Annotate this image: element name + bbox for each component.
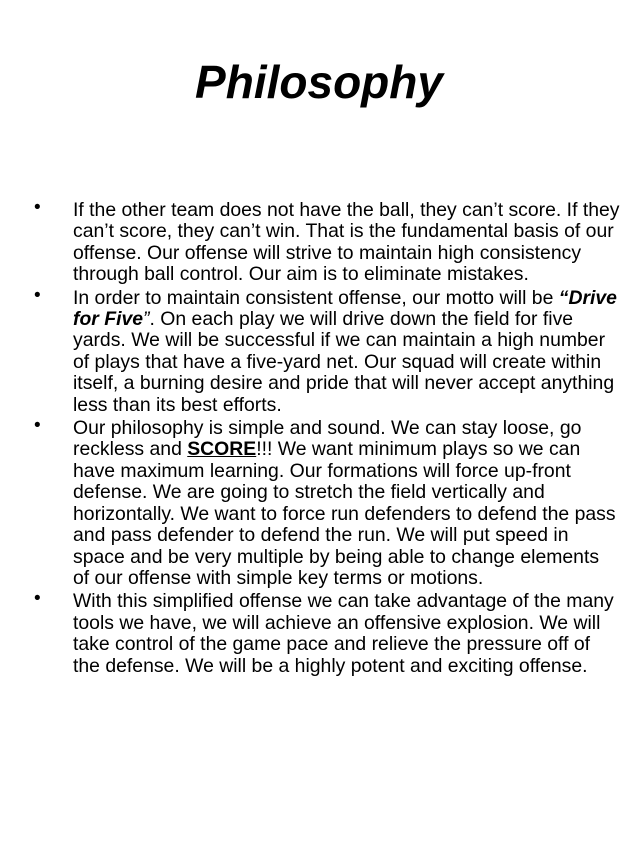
bullet-icon: •: [34, 415, 41, 437]
bullet-icon: •: [34, 588, 41, 610]
bullet-item-ball-control: [30, 197, 620, 286]
bullet-icon: •: [34, 197, 41, 218]
bullet-item-motto: [30, 284, 620, 416]
bullet-text-post: . On each play we will drive down the field for five yards. We will be successful if we can maintain a high number of plays that have a five-yard net. Our squad will create within itself, a burning desire and pride that will never accept anything less than its best efforts.: [73, 308, 615, 416]
motto-text: “Drive for Five: [73, 286, 617, 331]
score-emphasis: SCORE: [187, 438, 257, 461]
bullet-text: If the other team does not have the ball, they can’t score. If they can’t score, they can’t win. That is the fundamental basis of our offense. Our offense will strive to maintain high consistency through ball control. Our aim is to eliminate mistakes.: [73, 199, 620, 286]
bullet-item-simplified-offense: [30, 588, 620, 677]
bullet-text-post: !!! We want minimum plays so we can have maximum learning. Our formations will force up-front defense. We are going to stretch the field vertically and horizontally. We want to force run defenders to defend the pass and pass defender to defend the run. We will put speed in space and be very multiple by being able to change elements of our offense with simple key terms or motions.: [73, 438, 616, 589]
bullet-text-pre: Our philosophy is simple and sound. We can stay loose, go reckless and: [73, 417, 582, 461]
motto-close-quote: ”: [143, 308, 150, 331]
bullet-text: With this simplified offense we can take advantage of the many tools we have, we will achieve an offensive explosion. We will take control of the game pace and relieve the pressure off of the defense. We will be a highly potent and exciting offense.: [73, 590, 614, 677]
bullet-text-pre: In order to maintain consistent offense, our motto will be: [73, 286, 559, 309]
bullet-list: [30, 197, 620, 679]
bullet-icon: •: [34, 284, 41, 306]
page-title: Philosophy: [195, 56, 443, 108]
bullet-item-philosophy: [30, 415, 620, 589]
